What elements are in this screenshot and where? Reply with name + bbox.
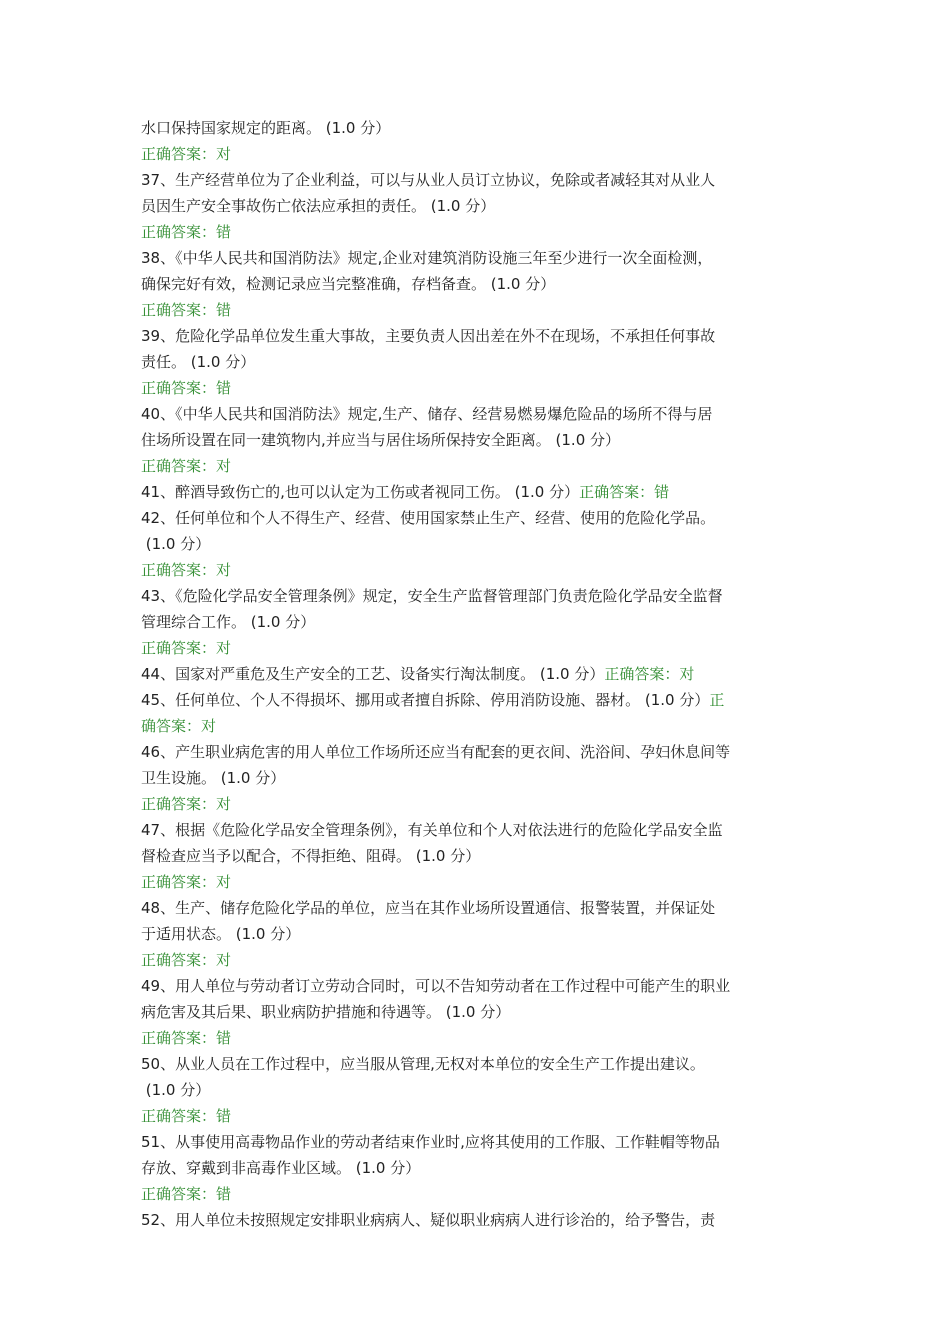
text-line bbox=[141, 843, 813, 869]
text-line bbox=[141, 401, 813, 427]
correct-answer-text: 正确答案：错 bbox=[141, 223, 232, 241]
text-line bbox=[141, 895, 813, 921]
question-text: 存放、穿戴到非高毒作业区域。 (1.0 分） bbox=[141, 1159, 421, 1177]
text-line bbox=[141, 817, 813, 843]
text-line bbox=[141, 297, 813, 323]
text-line bbox=[141, 479, 813, 505]
text-line bbox=[141, 349, 813, 375]
text-line bbox=[141, 635, 813, 661]
text-line bbox=[141, 583, 813, 609]
correct-answer-text: 正确答案：对 bbox=[141, 951, 232, 969]
question-text: 50、从业人员在工作过程中，应当服从管理,无权对本单位的安全生产工作提出建议。 bbox=[141, 1055, 705, 1073]
text-line bbox=[141, 687, 813, 713]
text-line bbox=[141, 869, 813, 895]
text-line bbox=[141, 973, 813, 999]
text-line bbox=[141, 765, 813, 791]
text-line bbox=[141, 427, 813, 453]
text-line bbox=[141, 1181, 813, 1207]
text-line bbox=[141, 739, 813, 765]
question-text: 47、根据《危险化学品安全管理条例》，有关单位和个人对依法进行的危险化学品安全监 bbox=[141, 821, 723, 839]
text-line bbox=[141, 323, 813, 349]
text-line bbox=[141, 557, 813, 583]
question-text: 住场所设置在同一建筑物内,并应当与居住场所保持安全距离。 (1.0 分） bbox=[141, 431, 621, 449]
text-line bbox=[141, 661, 813, 687]
text-line bbox=[141, 1129, 813, 1155]
question-text: 确保完好有效，检测记录应当完整准确，存档备查。 (1.0 分） bbox=[141, 275, 556, 293]
text-line bbox=[141, 947, 813, 973]
text-line bbox=[141, 1103, 813, 1129]
question-text: 40、《中华人民共和国消防法》规定,生产、储存、经营易燃易爆危险品的场所不得与居 bbox=[141, 405, 713, 423]
text-line bbox=[141, 999, 813, 1025]
text-line bbox=[141, 1025, 813, 1051]
question-text: 员因生产安全事故伤亡依法应承担的责任。 (1.0 分） bbox=[141, 197, 496, 215]
question-text: 49、用人单位与劳动者订立劳动合同时，可以不告知劳动者在工作过程中可能产生的职业 bbox=[141, 977, 731, 995]
question-text: 卫生设施。 (1.0 分） bbox=[141, 769, 286, 787]
text-line bbox=[141, 1077, 813, 1103]
text-line bbox=[141, 609, 813, 635]
question-text: 病危害及其后果、职业病防护措施和待遇等。 (1.0 分） bbox=[141, 1003, 511, 1021]
question-text: 45、任何单位、个人不得损坏、挪用或者擅自拆除、停用消防设施、器材。 (1.0 分） bbox=[141, 691, 710, 709]
question-text: 52、用人单位未按照规定安排职业病病人、疑似职业病病人进行诊治的，给予警告，责 bbox=[141, 1211, 716, 1229]
text-line bbox=[141, 375, 813, 401]
question-text: 46、产生职业病危害的用人单位工作场所还应当有配套的更衣间、洗浴间、孕妇休息间等 bbox=[141, 743, 731, 761]
question-text: 管理综合工作。 (1.0 分） bbox=[141, 613, 316, 631]
correct-answer-text: 正 bbox=[709, 691, 725, 709]
question-text: 38、《中华人民共和国消防法》规定,企业对建筑消防设施三年至少进行一次全面检测， bbox=[141, 249, 713, 267]
text-line bbox=[141, 791, 813, 817]
text-line bbox=[141, 1155, 813, 1181]
text-line bbox=[141, 115, 813, 141]
text-line bbox=[141, 219, 813, 245]
correct-answer-text: 正确答案：错 bbox=[141, 301, 232, 319]
correct-answer-text: 正确答案：错 bbox=[141, 379, 232, 397]
question-text: 51、从事使用高毒物品作业的劳动者结束作业时,应将其使用的工作服、工作鞋帽等物品 bbox=[141, 1133, 720, 1151]
question-text: (1.0 分） bbox=[141, 1081, 211, 1099]
question-text: 39、危险化学品单位发生重大事故，主要负责人因出差在外不在现场，不承担任何事故 bbox=[141, 327, 716, 345]
text-line bbox=[141, 921, 813, 947]
question-text: (1.0 分） bbox=[141, 535, 211, 553]
text-line bbox=[141, 1051, 813, 1077]
correct-answer-text: 正确答案：错 bbox=[141, 1029, 232, 1047]
question-text: 44、国家对严重危及生产安全的工艺、设备实行淘汰制度。 (1.0 分） bbox=[141, 665, 605, 683]
question-text: 48、生产、储存危险化学品的单位，应当在其作业场所设置通信、报警装置，并保证处 bbox=[141, 899, 716, 917]
correct-answer-text: 正确答案：对 bbox=[141, 873, 232, 891]
question-list bbox=[141, 115, 813, 1233]
text-line bbox=[141, 713, 813, 739]
correct-answer-text: 正确答案：错 bbox=[141, 1185, 232, 1203]
text-line bbox=[141, 245, 813, 271]
correct-answer-text: 正确答案：对 bbox=[141, 795, 232, 813]
text-line bbox=[141, 167, 813, 193]
question-text: 责任。 (1.0 分） bbox=[141, 353, 256, 371]
text-line bbox=[141, 1207, 813, 1233]
text-line bbox=[141, 193, 813, 219]
correct-answer-text: 确答案：对 bbox=[141, 717, 217, 735]
question-text: 41、醉酒导致伤亡的,也可以认定为工伤或者视同工伤。 (1.0 分） bbox=[141, 483, 580, 501]
correct-answer-text: 正确答案：对 bbox=[141, 561, 232, 579]
question-text: 于适用状态。 (1.0 分） bbox=[141, 925, 301, 943]
question-text: 水口保持国家规定的距离。 (1.0 分） bbox=[141, 119, 391, 137]
question-text: 43、《危险化学品安全管理条例》规定，安全生产监督管理部门负责危险化学品安全监督 bbox=[141, 587, 723, 605]
question-text: 督检查应当予以配合，不得拒绝、阻碍。 (1.0 分） bbox=[141, 847, 481, 865]
correct-answer-text: 正确答案：对 bbox=[141, 639, 232, 657]
correct-answer-text: 正确答案：对 bbox=[141, 145, 232, 163]
text-line bbox=[141, 531, 813, 557]
text-line bbox=[141, 505, 813, 531]
correct-answer-text: 正确答案：对 bbox=[141, 457, 232, 475]
question-text: 42、任何单位和个人不得生产、经营、使用国家禁止生产、经营、使用的危险化学品。 bbox=[141, 509, 716, 527]
correct-answer-text: 正确答案：对 bbox=[604, 665, 695, 683]
correct-answer-text: 正确答案：错 bbox=[579, 483, 670, 501]
text-line bbox=[141, 453, 813, 479]
question-text: 37、生产经营单位为了企业利益，可以与从业人员订立协议，免除或者减轻其对从业人 bbox=[141, 171, 716, 189]
correct-answer-text: 正确答案：错 bbox=[141, 1107, 232, 1125]
text-line bbox=[141, 141, 813, 167]
text-line bbox=[141, 271, 813, 297]
